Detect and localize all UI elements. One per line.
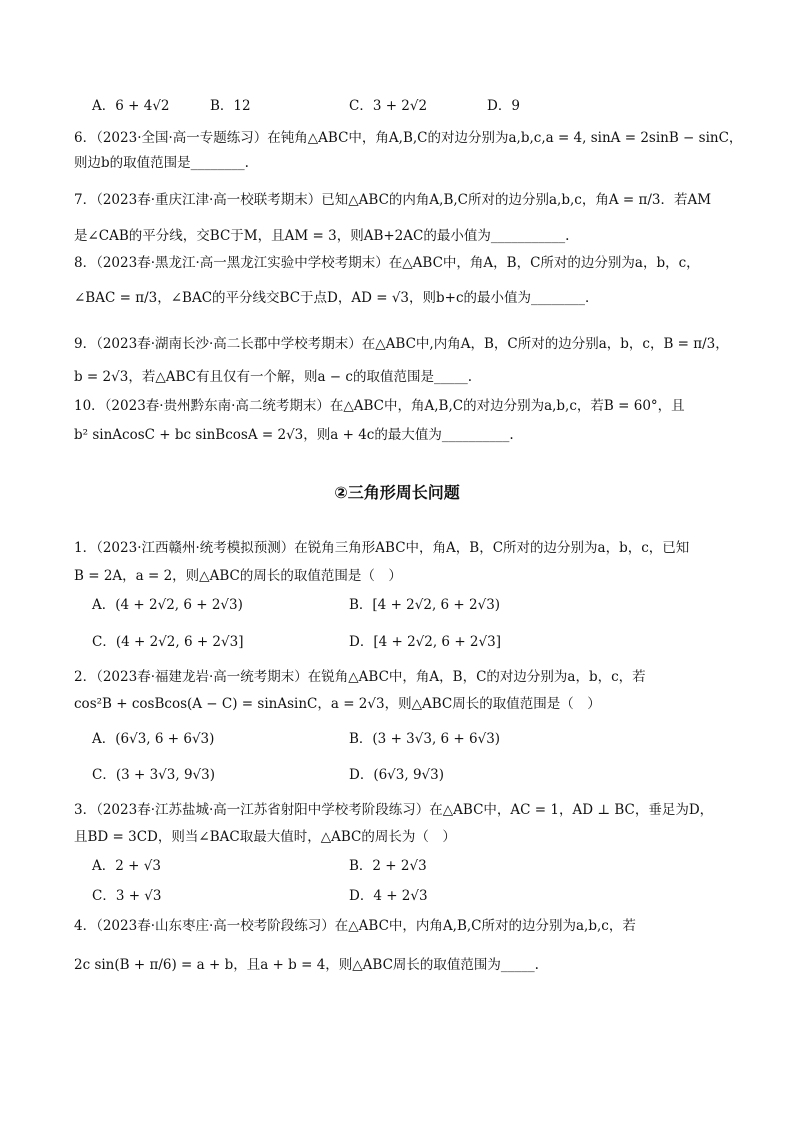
- s1-option-c: C．(4 + 2√2, 6 + 2√3]: [92, 634, 244, 650]
- question-7-line-2: 是∠CAB的平分线，交BC于M，且AM = 3，则AB+2AC的最小值为___________.: [74, 228, 570, 244]
- s3-option-a: A．2 + √3: [92, 858, 161, 874]
- option-b: B．12: [210, 98, 251, 114]
- option-d: D．9: [487, 98, 520, 114]
- s3-option-c: C．3 + √3: [92, 888, 162, 904]
- section-title: ②三角形周长问题: [334, 483, 460, 502]
- question-9-line-2: b = 2√3，若△ABC有且仅有一个解，则a − c的取值范围是_____.: [74, 369, 472, 385]
- question-10-line-1: 10．（2023春·贵州黔东南·高二统考期末）在△ABC中，角A,B,C的对边分别为a,b,c，若B = 60°，且: [74, 398, 685, 414]
- s2-option-c: C．(3 + 3√3, 9√3): [92, 767, 215, 783]
- s-question-3-line-2: 且BD = 3CD，则当∠BAC取最大值时，△ABC的周长为（ ）: [74, 829, 456, 845]
- s-question-2-line-1: 2．（2023春·福建龙岩·高一统考期末）在锐角△ABC中，角A，B，C的对边分别为a，b，c，若: [74, 669, 646, 685]
- s-question-2-line-2: cos²B + cosBcos(A − C) = sinAsinC，a = 2√3，则△ABC周长的取值范围是（ ）: [74, 696, 601, 712]
- question-8-line-1: 8．（2023春·黑龙江·高一黑龙江实验中学校考期末）在△ABC中，角A，B，C所对的边分别为a，b，c，: [74, 255, 700, 271]
- question-6-line-1: 6．（2023·全国·高一专题练习）在钝角△ABC中，角A,B,C的对边分别为a,b,c,a = 4, sinA = 2sinB − sinC，: [74, 130, 743, 146]
- option-a: A．6 + 4√2: [92, 98, 170, 114]
- s3-option-d: D．4 + 2√3: [349, 888, 428, 904]
- s2-option-a: A．(6√3, 6 + 6√3): [92, 731, 215, 747]
- s1-option-b: B．[4 + 2√2, 6 + 2√3): [349, 597, 501, 613]
- s1-option-a: A．(4 + 2√2, 6 + 2√3): [92, 597, 243, 613]
- s3-option-b: B．2 + 2√3: [349, 858, 427, 874]
- s-question-4-line-1: 4．（2023春·山东枣庄·高一校考阶段练习）在△ABC中，内角A,B,C所对的边分别为a,b,c，若: [74, 918, 636, 934]
- question-9-line-1: 9．（2023春·湖南长沙·高二长郡中学校考期末）在△ABC中,内角A，B，C所对的边分别a，b，c，B = π/3，: [74, 336, 729, 352]
- s-question-4-line-2: 2c sin(B + π/6) = a + b，且a + b = 4，则△ABC周长的取值范围为_____.: [74, 957, 539, 973]
- s1-option-d: D．[4 + 2√2, 6 + 2√3]: [349, 634, 501, 650]
- s2-option-d: D．(6√3, 9√3): [349, 767, 445, 783]
- option-c: C．3 + 2√2: [349, 98, 428, 114]
- s2-option-b: B．(3 + 3√3, 6 + 6√3): [349, 731, 501, 747]
- s-question-1-line-1: 1．（2023·江西赣州·统考模拟预测）在锐角三角形ABC中，角A，B，C所对的边分别为a，b，c，已知: [74, 540, 690, 556]
- question-6-line-2: 则边b的取值范围是________.: [74, 155, 249, 171]
- question-10-line-2: b² sinAcosC + bc sinBcosA = 2√3，则a + 4c的最大值为__________.: [74, 427, 514, 443]
- question-7-line-1: 7．（2023春·重庆江津·高一校联考期末）已知△ABC的内角A,B,C所对的边分别a,b,c，角A = π/3．若AM: [74, 192, 712, 208]
- s-question-1-line-2: B = 2A，a = 2，则△ABC的周长的取值范围是（ ）: [74, 568, 402, 584]
- s-question-3-line-1: 3．（2023春·江苏盐城·高一江苏省射阳中学校考阶段练习）在△ABC中，AC = 1，AD ⊥ BC，垂足为D，: [74, 802, 714, 818]
- question-8-line-2: ∠BAC = π/3，∠BAC的平分线交BC于点D，AD = √3，则b+c的最小值为________．: [74, 290, 599, 306]
